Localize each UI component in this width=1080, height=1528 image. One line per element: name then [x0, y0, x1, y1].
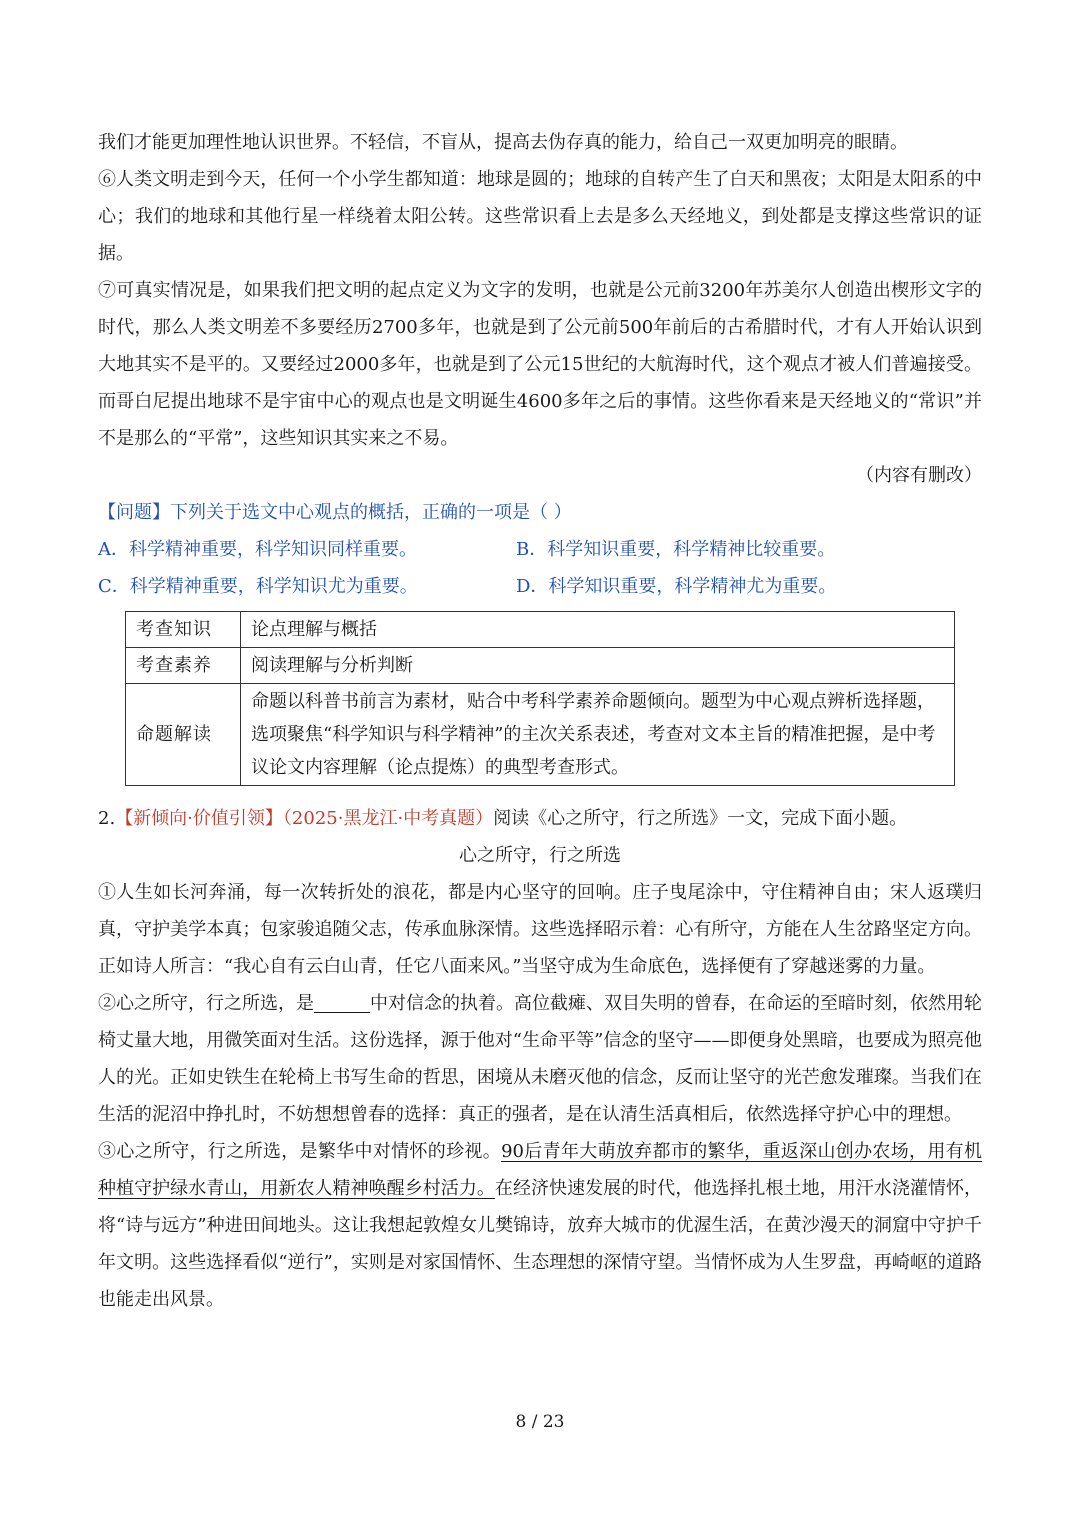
underlined-sentence: 90后青年大萌放弃都市的繁华，重返深山创办农场，用有机种植守护绿水青山，用新农人精神唤醒乡村活力。 [98, 1141, 983, 1199]
question-instruction: 阅读《心之所守，行之所选》一文，完成下面小题。 [493, 808, 908, 829]
table-row [126, 684, 955, 786]
table-key: 考查素养 [126, 648, 241, 684]
passage2-paragraph-1: ①人生如长河奔涌，每一次转折处的浪花，都是内心坚守的回响。庄子曳尾涂中，守住精神自由；宋人返璞归真，守护美学本真；包家骏追随父志，传承血脉深情。这些选择昭示着：心有所守，方能在人生岔路坚定方向。正如诗人所言：“我心自有云白山青，任它八面来风。”当坚守成为生命底色，选择便有了穿越迷雾的力量。 [98, 882, 982, 977]
passage-title: 心之所守，行之所选 [459, 845, 621, 866]
passage2-paragraph-2 [98, 985, 982, 1133]
analysis-table [125, 611, 955, 786]
paragraph-text: 中对信念的执着。高位截瘫、双目失明的曾春，在命运的至暗时刻，依然用轮椅丈量大地，用微笑面对生活。这份选择，源于他对“生命平等”信念的坚守——即便身处黑暗，也要成为照亮他人的光。正如史铁生在轮椅上书写生命的哲思，困境从未磨灭他的信念，反而让坚守的光芒愈发璀璨。当我们在生活的泥沼中挣扎时，不妨想想曾春的选择：真正的强者，是在认清生活真相后，依然选择守护心中的理想。 [98, 993, 982, 1125]
paragraph-text: ③心之所守，行之所选，是繁华中对情怀的珍视。 [98, 1141, 502, 1162]
options-row-1 [98, 531, 982, 568]
table-value: 论点理解与概括 [241, 612, 955, 648]
option-d: D．科学知识重要，科学精神尤为重要。 [516, 576, 837, 597]
passage-paragraph-6: ⑥人类文明走到今天，任何一个小学生都知道：地球是圆的；地球的自转产生了白天和黑夜；太阳是太阳系的中心；我们的地球和其他行星一样绕着太阳公转。这些常识看上去是多么天经地义，到处都是支撑这些常识的证据。 [98, 169, 982, 264]
table-value: 命题以科普书前言为素材，贴合中考科学素养命题倾向。题型为中心观点辨析选择题，选项聚焦“科学知识与科学精神”的主次关系表述，考查对文本主旨的精准把握，是中考议论文内容理解（论点提炼）的典型考查形式。 [241, 684, 955, 786]
option-c: C．科学精神重要，科学知识尤为重要。 [98, 576, 418, 597]
options-row-2 [98, 568, 982, 605]
passage2-paragraph-3 [98, 1133, 982, 1318]
table-row [126, 612, 955, 648]
question-1-stem [98, 494, 982, 531]
page-number: 8 / 23 [515, 1412, 565, 1432]
paragraph-text: 在经济快速发展的时代，他选择扎根土地，用汗水浇灌情怀，将“诗与远方”种进田间地头。这让我想起敦煌女儿樊锦诗，放弃大城市的优渥生活，在黄沙漫天的洞窟中守护千年文明。这些选择看似“逆行”，实则是对家国情怀、生态理想的深情守望。当情怀成为人生罗盘，再崎岖的道路也能走出风景。 [98, 1178, 983, 1310]
question-source: （2025·黑龙江·中考真题） [282, 808, 494, 829]
passage-paragraph-5-tail: 我们才能更加理性地认识世界。不轻信，不盲从，提高去伪存真的能力，给自己一双更加明亮的眼睛。 [98, 132, 908, 153]
table-value: 阅读理解与分析判断 [241, 648, 955, 684]
option-b: B．科学知识重要，科学精神比较重要。 [516, 539, 836, 560]
passage-paragraph-7: ⑦可真实情况是，如果我们把文明的起点定义为文字的发明，也就是公元前3200年苏美尔人创造出楔形文字的时代，那么人类文明差不多要经历2700多年，也就是到了公元前500年前后的古希腊时代，才有人开始认识到大地其实不是平的。又要经过2000多年，也就是到了公元15世纪的大航海时代，这个观点才被人们普遍接受。而哥白尼提出地球不是宇宙中心的观点也是文明诞生4600多年之后的事情。这些你看来是天经地义的“常识”并不是那么的“平常”，这些知识其实来之不易。 [98, 280, 982, 449]
option-a: A．科学精神重要，科学知识同样重要。 [98, 539, 417, 560]
question-2-header [98, 800, 982, 837]
question-text: 下列关于选文中心观点的概括，正确的一项是（ ） [170, 502, 572, 523]
paragraph-text: ②心之所守，行之所选，是 [98, 993, 314, 1014]
edit-note: （内容有删改） [856, 465, 982, 486]
fill-blank [314, 992, 370, 1013]
table-key: 命题解读 [126, 684, 241, 786]
page-content [98, 124, 982, 1318]
question-number: 2. [98, 808, 116, 829]
question-tag: 【问题】 [98, 502, 170, 523]
question-tag: 【新倾向·价值引领】 [115, 808, 283, 829]
table-row [126, 648, 955, 684]
table-key: 考查知识 [126, 612, 241, 648]
